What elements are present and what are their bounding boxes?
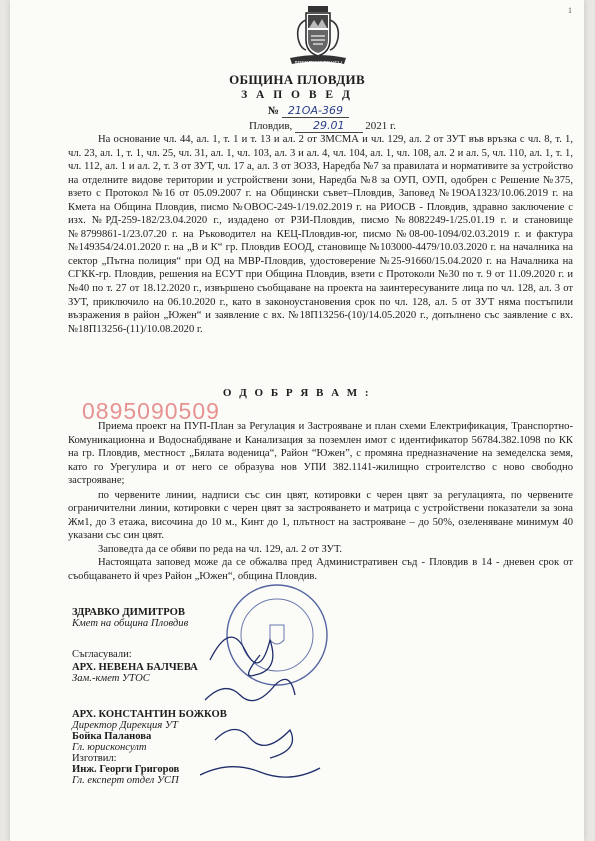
emblem-motto-ribbon bbox=[290, 58, 346, 68]
decision-item: по червените линии, надписи със син цвят, котировки с черен цвят за регулацията, по червените ограничителни линии, котировки с черен цвят за застрояването и матрица с устройствени показатели за зона Жм1, до 3 етажа, височина до 10 м., Кинт до 1, плътност на застрояване – до 50%, озеленяване минимум 40 указани със син цвят. bbox=[68, 489, 573, 541]
deputy-title: Зам.-кмет УТОС bbox=[72, 673, 150, 684]
lawyer-title: Гл. юрисконсулт bbox=[72, 742, 147, 753]
legal-basis-paragraph bbox=[68, 133, 573, 336]
mayor-title: Кмет на община Пловдив bbox=[72, 618, 189, 629]
intro-text: На основание чл. 44, ал. 1, т. 1 и т. 13 и ал. 2 от ЗМСМА и чл. 129, ал. 2 от ЗУТ във връзка с чл. 8, т. 1, чл. 23, ал. 1, т. 1, чл. 25, чл. 31, ал. 1, чл. 103, ал. 3 и ал. 4, чл. 104, ал. 1, чл. 108, ал. 2 и ал. 5, чл. 110, ал. 1, т. 1, чл. 112, ал. 1 и ал. 2, т. 3 от ЗУТ, чл. 17 а, ал. 3 от ЗОЗЗ, Наредба №7 за правилата и нормативите за устройство на отделните видове територии и устройствени зони, Наредба №8 за ОУП, ОУП, одобрен с Решение №375, взето с Протокол №16 от 05.09.2007 г. на Общински съвет–Пловдив, Заповед №19ОА1323/10.06.2019 г. на Кмета на Община Пловдив, писмо №ОВОС-249-1/19.02.2019 г. на РИОСВ - Пловдив, здравно заключение с изх. №РД-259-182/23.04.2020 г., издадено от РЗИ-Пловдив, писмо №8082249-1/25.01.19 г. и становище №8799861-1/23.07.20 г. на Ръководител на КЕЦ-Пловдив-юг, писмо №08-00-1094/02.03.2019 г. и фактура №149354/24.01.2020 г. на „В и К“ гр. Пловдив ЕООД, становище №103000-4479/10.03.2020 г. на началника на сектор „Пътна полиция“ при ОД на МВР-Пловдив, удостоверение №25-91660/15.04.2020 г. на Началника на СГКК-гр. Пловдив, решения на ЕСУТ при Община Пловдив, взети с Протоколи №30 по т. 9 от 11.09.2020 г. и №40 по т. 27 от 18.12.2020 г., извършено съобщаване на проекта на заинтересуваните лица по чл. 128, ал. 3 от ЗУТ, приключило на 06.10.2020 г., като в законоустановения срок по чл. 128, ал. 5 от ЗУТ няма постъпили възражения в район „Южен“ и заявление с вх. №18П13256-(10)/14.05.2020 г., допълнено със заявление с вх. №18П13256-(11)/10.08.2020 г. bbox=[68, 134, 573, 335]
phone-number-stamp: 0895090509 bbox=[82, 398, 220, 424]
decision-item: Приема проект на ПУП-План за Регулация и Застрояване и план схеми Електрификация, Транспортно-Комуникационна и Водоснабдяване и Канализация за поземлен имот с идентификатор 56784.382.1098 по КК на гр. Пловдив, местност „Бялата воденица“, Район “Южен”, с промяна предназначение на земеделска земя, като го Урегулира и от него се образува нов УПИ 382.1141-жилищно строителство с ново свободно застрояване; bbox=[68, 421, 573, 486]
year: 2021 г. bbox=[365, 120, 397, 132]
prepared-label: Изготвил: bbox=[72, 753, 117, 764]
director-block bbox=[72, 709, 227, 786]
mayor-name: ЗДРАВКО ДИМИТРОВ bbox=[72, 607, 185, 618]
document-number-handwritten: 21ОА-369 bbox=[282, 104, 349, 118]
expert-name: Инж. Георги Григоров bbox=[72, 764, 180, 775]
agreed-label: Съгласували: bbox=[72, 649, 132, 660]
decision-items bbox=[68, 420, 573, 583]
page-number: 1 bbox=[568, 6, 572, 15]
date-handwritten: 29.01 bbox=[295, 119, 363, 133]
deputy-block bbox=[72, 662, 198, 684]
director-name: АРХ. КОНСТАНТИН БОЖКОВ bbox=[72, 709, 227, 720]
lawyer-name: Бойка Паланова bbox=[72, 731, 152, 742]
number-prefix: № bbox=[268, 105, 280, 117]
document-number-line bbox=[268, 104, 349, 117]
emblem-motto: ДРЕВЕН И ВЕЧЕН bbox=[293, 61, 343, 67]
organization-name: ОБЩИНА ПЛОВДИВ bbox=[229, 72, 365, 87]
decision-item: Настоящата заповед може да се обжалва пред Административен съд - Пловдив в 14 - дневен срок от съобщаването й чрез Район „Южен“, община Пловдив. bbox=[68, 557, 573, 582]
mayor-block bbox=[72, 607, 188, 629]
document-page bbox=[10, 0, 584, 841]
document-type: З А П О В Е Д bbox=[241, 89, 353, 101]
expert-title: Гл. експерт отдел УСП bbox=[72, 775, 179, 786]
director-title: Директор Дирекция УТ bbox=[72, 720, 178, 731]
place: Пловдив, bbox=[249, 120, 293, 132]
deputy-name: АРХ. НЕВЕНА БАЛЧЕВА bbox=[72, 662, 198, 673]
approve-heading: О Д О Б Р Я В А М : bbox=[222, 387, 372, 399]
decision-item: Заповедта да се обяви по реда на чл. 129, ал. 2 от ЗУТ. bbox=[98, 543, 343, 555]
place-date-line bbox=[249, 119, 396, 132]
